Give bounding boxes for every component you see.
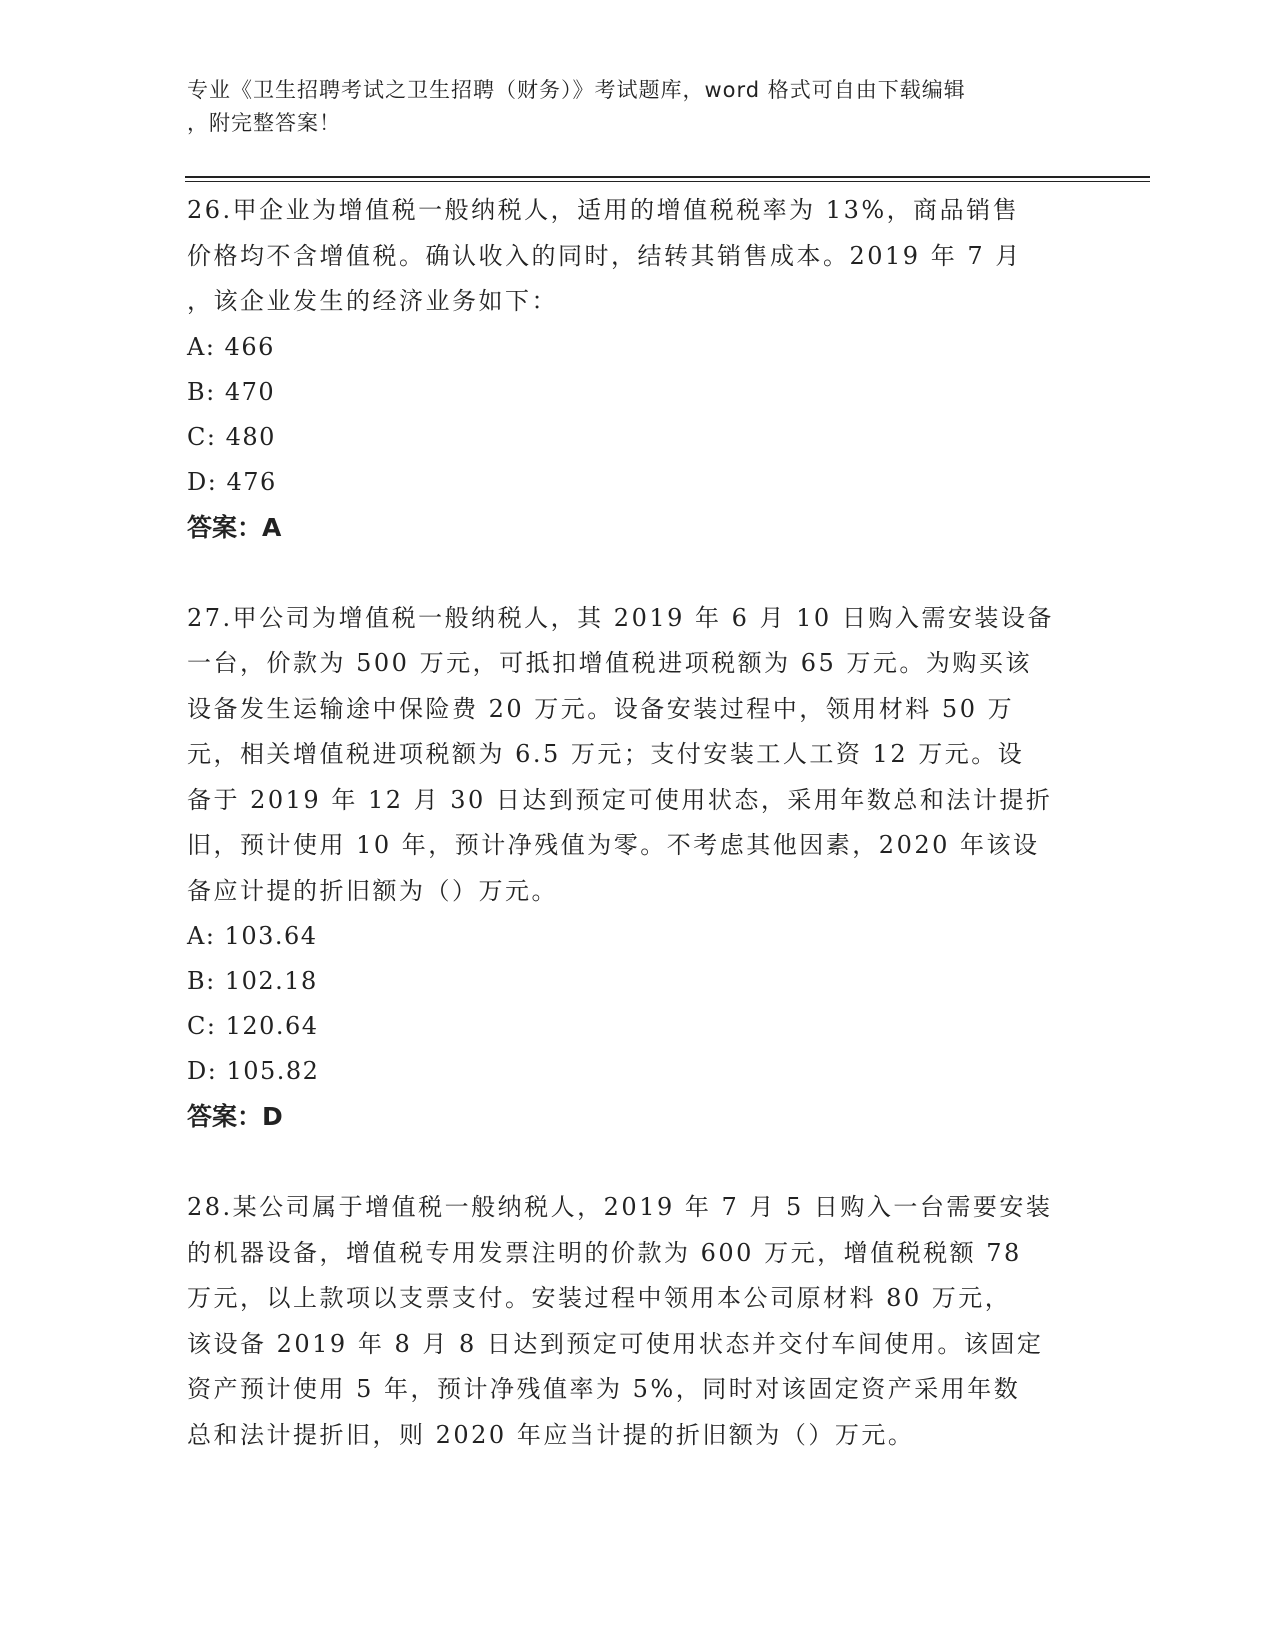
option-c: C: 120.64 bbox=[187, 1012, 319, 1040]
stem-line: 价格均不含增值税。确认收入的同时，结转其销售成本。2019 年 7 月 bbox=[187, 241, 1022, 270]
header-divider-thick bbox=[185, 176, 1150, 178]
stem-line: 备于 2019 年 12 月 30 日达到预定可使用状态，采用年数总和法计提折 bbox=[187, 785, 1053, 814]
stem-line: 26.甲企业为增值税一般纳税人，适用的增值税税率为 13%，商品销售 bbox=[187, 196, 1020, 224]
option-a: A: 103.64 bbox=[187, 922, 318, 950]
header-line-2: ，附完整答案！ bbox=[187, 111, 341, 135]
stem-line: 27.甲公司为增值税一般纳税人，其 2019 年 6 月 10 日购入需安装设备 bbox=[187, 603, 1054, 632]
question-27 bbox=[187, 596, 1077, 1141]
stem-line: 设备发生运输途中保险费 20 万元。设备安装过程中，领用材料 50 万 bbox=[187, 694, 1015, 723]
option-list bbox=[187, 914, 1077, 1094]
document-header bbox=[187, 74, 1067, 140]
header-divider-thin bbox=[185, 181, 1150, 182]
stem-line: 的机器设备，增值税专用发票注明的价款为 600 万元，增值税税额 78 bbox=[187, 1238, 1022, 1267]
header-line-1: 专业《卫生招聘考试之卫生招聘（财务）》考试题库，word 格式可自由下载编辑 bbox=[187, 78, 966, 102]
stem-line: 资产预计使用 5 年，预计净残值率为 5%，同时对该固定资产采用年数 bbox=[187, 1375, 1021, 1403]
stem-line: ，该企业发生的经济业务如下： bbox=[187, 287, 558, 315]
question-28 bbox=[187, 1185, 1077, 1458]
option-c: C: 480 bbox=[187, 422, 276, 451]
option-list bbox=[187, 325, 1077, 505]
option-d: D: 105.82 bbox=[187, 1057, 320, 1085]
stem-line: 万元，以上款项以支票支付。安装过程中领用本公司原材料 80 万元， bbox=[187, 1284, 1012, 1312]
question-26 bbox=[187, 188, 1077, 551]
answer: 答案：A bbox=[187, 512, 282, 542]
option-b: B: 470 bbox=[187, 377, 276, 406]
option-b: B: 102.18 bbox=[187, 967, 318, 995]
question-stem bbox=[187, 1185, 1077, 1458]
stem-line: 总和法计提折旧，则 2020 年应当计提的折旧额为（）万元。 bbox=[187, 1420, 915, 1449]
stem-line: 一台，价款为 500 万元，可抵扣增值税进项税额为 65 万元。为购买该 bbox=[187, 649, 1032, 677]
stem-line: 旧，预计使用 10 年，预计净残值为零。不考虑其他因素，2020 年该设 bbox=[187, 831, 1040, 859]
question-stem bbox=[187, 188, 1077, 325]
stem-line: 元，相关增值税进项税额为 6.5 万元；支付安装工人工资 12 万元。设 bbox=[187, 740, 1025, 768]
stem-line: 备应计提的折旧额为（）万元。 bbox=[187, 876, 558, 905]
stem-line: 28.某公司属于增值税一般纳税人，2019 年 7 月 5 日购入一台需要安装 bbox=[187, 1193, 1053, 1221]
question-stem bbox=[187, 596, 1077, 915]
stem-line: 该设备 2019 年 8 月 8 日达到预定可使用状态并交付车间使用。该固定 bbox=[187, 1329, 1044, 1358]
question-list bbox=[187, 188, 1077, 1503]
option-a: A: 466 bbox=[187, 332, 275, 361]
answer: 答案：D bbox=[187, 1102, 283, 1131]
option-d: D: 476 bbox=[187, 467, 277, 496]
